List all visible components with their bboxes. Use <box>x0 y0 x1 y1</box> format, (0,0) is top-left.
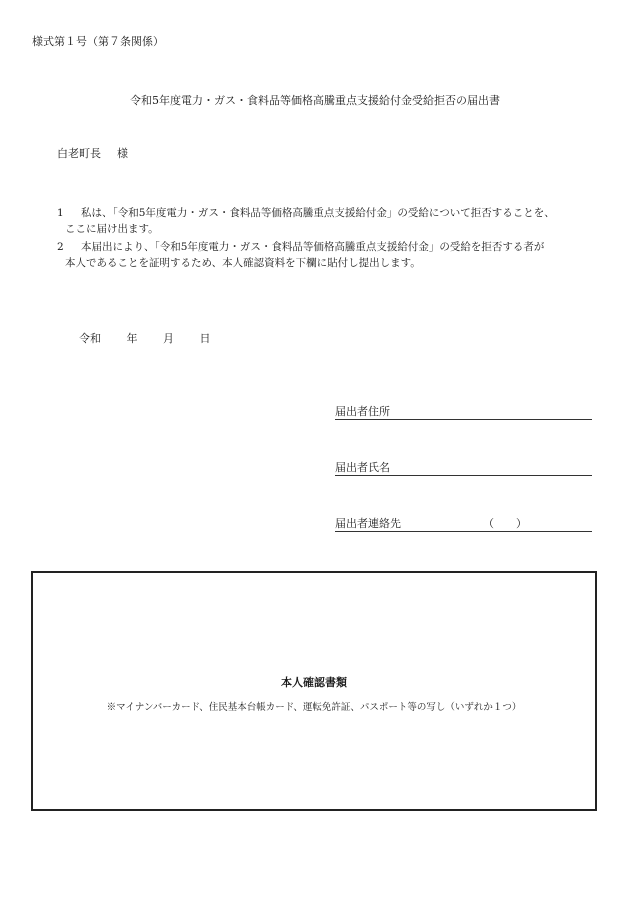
clause-text-line2: ここに届け出ます。 <box>65 223 159 235</box>
applicant-name-label: 届出者氏名 <box>335 461 390 474</box>
clause-item <box>57 239 544 271</box>
id-document-attachment-box[interactable] <box>31 571 597 811</box>
applicant-contact-label: 届出者連絡先 <box>335 517 401 530</box>
applicant-name-field[interactable] <box>335 461 592 476</box>
clause-number: 1 <box>57 207 64 219</box>
date-month: 月 <box>163 332 174 345</box>
clause-item <box>57 205 555 237</box>
id-document-title: 本人確認書類 <box>281 676 347 689</box>
form-number: 様式第１号（第７条関係） <box>32 35 164 48</box>
addressee <box>57 147 128 160</box>
applicant-contact-field[interactable] <box>335 517 592 532</box>
addressee-suffix: 様 <box>117 147 128 160</box>
clause-number: 2 <box>57 241 64 253</box>
addressee-name: 白老町長 <box>57 147 101 160</box>
clause-text-line1: 本届出により、「令和5年度電力・ガス・食料品等価格高騰重点支援給付金」の受給を拒否する者が <box>81 241 545 253</box>
clause-text-line2: 本人であることを証明するため、本人確認資料を下欄に貼付し提出します。 <box>65 257 421 269</box>
date-era: 令和 <box>79 332 101 345</box>
applicant-address-label: 届出者住所 <box>335 405 390 418</box>
date-line <box>79 332 211 345</box>
date-year: 年 <box>126 332 138 345</box>
applicant-address-field[interactable] <box>335 405 592 420</box>
document-title: 令和5年度電力・ガス・食料品等価格高騰重点支援給付金受給拒否の届出書 <box>130 94 500 107</box>
clause-text-line1: 私は、「令和5年度電力・ガス・食料品等価格高騰重点支援給付金」の受給について拒否することを、 <box>81 207 555 219</box>
date-day: 日 <box>199 332 211 345</box>
id-document-note: ※マイナンバーカード、住民基本台帳カード、運転免許証、パスポート等の写し（いずれか１つ） <box>106 702 522 713</box>
contact-parentheses: （ ） <box>483 517 527 530</box>
